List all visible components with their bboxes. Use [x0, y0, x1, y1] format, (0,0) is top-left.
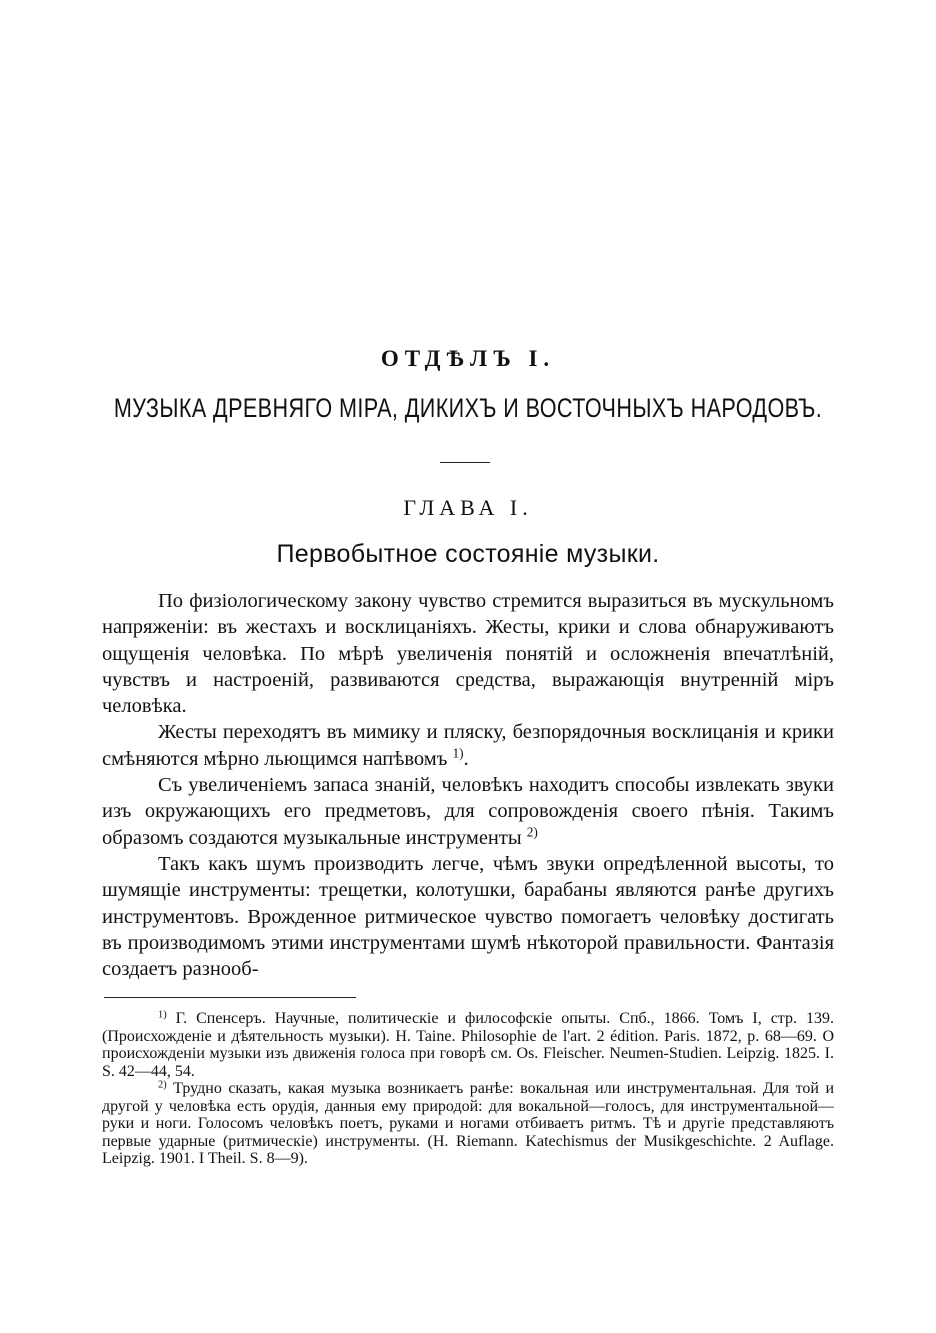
chapter-heading: ГЛАВА I. [403, 495, 533, 520]
section-title: МУЗЫКА ДРЕВНЯГО МIРА, ДИКИХЪ И ВОСТОЧНЫХЪ НАРОДОВЪ. [113, 393, 823, 423]
paragraph [102, 772, 834, 851]
paragraph [102, 588, 834, 719]
paragraph [102, 719, 834, 772]
footnote-ref[interactable]: 1) [452, 745, 464, 761]
footnote-text: Г. Спенсеръ. Научные, политическiе и философскiе опыты. Спб., 1866. Томъ I, стр. 139. (Происхожденiе и дѣятельность музыки). H. Taine. Philosophie de l'art. 2 édition. Paris. 1872, p. 68—69. О происхожденiи музыки изъ движенiя голоса при говорѣ см. Os. Fleischer. Neumen-Studien. Leipzig. 1825. I. S. 42—44, 54. [102, 1010, 835, 1080]
section-heading: ОТДѢЛЪ I. [380, 346, 556, 371]
paragraph-text: По физiологическому закону чувство стремится выразиться въ мускульномъ напряженiи: въ жестахъ и восклицанiяхъ. Жесты, крики и слова обнаруживаютъ ощущенiя человѣка. По мѣрѣ увеличенiя понятiй и осложненiя впечатлѣнiй, чувствъ и настроенiй, развиваются средства, выражающiя внутреннiй мiръ человѣка. [102, 590, 834, 718]
footnote-separator [104, 997, 356, 998]
paragraph-text: Такъ какъ шумъ производить легче, чѣмъ звуки опредѣленной высоты, то шумящiе инструменты: трещетки, колотушки, барабаны являются ранѣе другихъ инструментовъ. Врожденное ритмическое чувство помогаетъ человѣку достигать въ производимомъ этими инструментами шумѣ нѣкоторой правильности. Фантазiя создаетъ разнооб- [102, 852, 834, 981]
paragraph-tail: . [463, 747, 469, 770]
footnote-mark: 2) [158, 1079, 167, 1091]
body-text [102, 588, 834, 982]
paragraph [102, 851, 834, 982]
footnote-text: Трудно сказать, какая музыка возникаетъ ранѣе: вокальная или инструментальная. Для той и другой у человѣка есть орудiя, данныя ему природой: для вокальной—голосъ, для инструментальной—руки и ноги. Голосомъ человѣкъ поетъ, руками и ногами отбиваетъ ритмъ. Тѣ и другiе представляютъ первые ударные (ритмическiе) инструменты. (H. Riemann. Katechismus der Musikgeschichte. 2 Auflage. Leipzig. 1901. I Theil. S. 8—9). [102, 1080, 835, 1167]
footnote-ref[interactable]: 2) [526, 824, 538, 840]
footnote-mark: 1) [158, 1009, 167, 1021]
footnote [102, 1080, 834, 1168]
chapter-title: Первобытное состоянiе музыки. [276, 540, 660, 568]
paragraph-text: Съ увеличенiемъ запаса знанiй, человѣкъ находитъ способы извлекать звуки изъ окружающихъ его предметовъ, для сопровожденiя своего пѣнiя. Такимъ образомъ создаются музыкальные инструменты [102, 774, 834, 849]
ornamental-rule [440, 462, 490, 463]
paragraph-text: Жесты переходятъ въ мимику и пляску, безпорядочныя восклицанiя и крики смѣняются мѣрно льющимся напѣвомъ [102, 721, 834, 770]
footnotes [102, 1010, 834, 1168]
footnote [102, 1010, 834, 1080]
